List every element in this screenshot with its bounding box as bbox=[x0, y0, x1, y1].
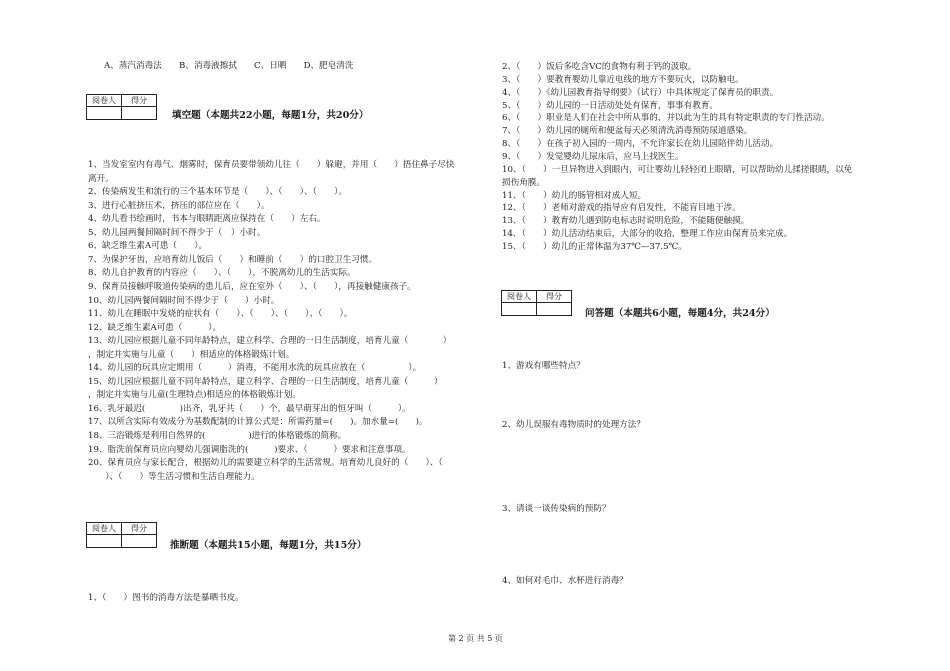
score-label-grader: 阅卷人 bbox=[87, 523, 122, 535]
fill-question-line: 11、幼儿在睡眠中发烧的症状有（ ）、（ ）、（ ）、（ ）。 bbox=[88, 309, 353, 320]
fill-question-line: 13、幼儿园应根据儿童不同年龄特点，建立科学、合理的一日生活制度，培育儿童（ ） bbox=[88, 336, 452, 347]
fill-question-line: 7、为保护牙齿，应培育幼儿饭后（ ）和睡前（ ）的口腔卫生习惯。 bbox=[88, 254, 378, 265]
fill-question-line: 6、缺乏维生素A可患（ ）。 bbox=[88, 241, 208, 252]
judge-question-line: 损伤角膜。 bbox=[502, 177, 545, 188]
judge-question-line: 3、（ ）要教育婴幼儿靠近电线的地方不要玩火，以防触电。 bbox=[502, 74, 744, 85]
judge-question-line: 9、（ ）发觉婴幼儿尿床后，应马上找医生。 bbox=[502, 151, 684, 162]
fill-question-line: 20、保育员应与家长配合，根据幼儿的需要建立科学的生活常规。培育幼儿良好的（ ）、（ bbox=[88, 458, 443, 469]
judge-question-line: 6、（ ）职业是人们在社会中所从事的，并以此为生的具有特定职责的专门性活动。 bbox=[502, 113, 830, 124]
fill-question-line: ，制定并实施与儿童(生理特点)相适应的体格锻炼计划。 bbox=[88, 390, 301, 401]
fill-question-line: 3、进行心脏挤压术，挤压的部位应在（ ）。 bbox=[88, 200, 270, 211]
judge-question-line: 13、（ ）教育幼儿遇到防电标志时说明危险，不能随便触摸。 bbox=[502, 216, 750, 227]
score-label-grader: 阅卷人 bbox=[87, 95, 122, 107]
judge-question-line: 8、（ ）在孩子初入园的一周内，不允许家长在幼儿园陪伴幼儿活动。 bbox=[502, 139, 779, 150]
qa-question: 4、如何对毛巾、水杯进行消毒？ bbox=[502, 576, 628, 586]
fill-question-line: 9、保育员接触呼吸道传染病的患儿后，应在室外（ ）、（ ），再接触健康孩子。 bbox=[88, 281, 416, 292]
qa-question: 3、请谈一谈传染病的预防？ bbox=[502, 504, 611, 514]
score-label-score: 得分 bbox=[537, 291, 572, 303]
judge-question-line: 10、（ ）一旦异物进入到眼内，可让婴幼儿轻轻闭上眼睛，可以帮助幼儿揉搓眼睛，以免 bbox=[502, 164, 853, 175]
fill-question-line: 8、幼儿自护教育的内容应（ ）、（ ），不脱离幼儿的生活实际。 bbox=[88, 268, 356, 279]
score-table-fill bbox=[86, 94, 157, 120]
judge-question-line: 15、（ ）幼儿的正常体温为37℃—37.5℃。 bbox=[502, 241, 687, 252]
section-title-qa: 问答题（本题共6小题，每题4分，共24分） bbox=[585, 308, 775, 319]
fill-question-line: 离开。 bbox=[88, 173, 114, 184]
fill-question-line: 12、缺乏维生素A可患（ ）。 bbox=[88, 322, 222, 333]
judge-question-line: 4、（ ）《幼儿园教育指导纲要》（试行）中具体规定了保育员的职责。 bbox=[502, 87, 779, 98]
score-table-judge bbox=[86, 522, 157, 548]
judge-question-line: 1、（ ）图书的消毒方法是暴晒书皮。 bbox=[88, 593, 244, 603]
judge-question-line: 12、（ ）老师对游戏的指导应有启发性，不能盲目地干涉。 bbox=[502, 203, 741, 214]
fill-question-line: 19、脂洗前保育员应向婴幼儿强调脂洗的( )要求、（ ）要求和注意事项。 bbox=[88, 444, 411, 455]
score-label-grader: 阅卷人 bbox=[502, 291, 537, 303]
score-label-score: 得分 bbox=[122, 523, 157, 535]
score-label-score: 得分 bbox=[122, 95, 157, 107]
fill-question-line: 15、幼儿园应根据儿童不同年龄特点，建立科学、合理的一日生活制度，培育儿童（ ） bbox=[88, 376, 443, 387]
page-footer: 第 2 页 共 5 页 bbox=[448, 634, 503, 643]
fill-question-line: 1、当发室室内有毒气、烟雾时，保育员要带领幼儿往（ ）躲避，并用（ ）捂住鼻子尽快 bbox=[88, 160, 455, 170]
judge-question-line: 11、（ ）幼儿的肠管相对成人短。 bbox=[502, 190, 647, 201]
section-title-fill: 填空题（本题共22小题，每题1分，共20分） bbox=[172, 110, 369, 121]
fill-question-line: 5、幼儿园两餐间隔时间不得少于（ ）小时。 bbox=[88, 227, 266, 238]
fill-question-line: 4、幼儿看书绘画时，书本与眼睛距离应保持在（ ）左右。 bbox=[88, 214, 326, 225]
fill-question-line: 2、传染病发生和流行的三个基本环节是（ ）、（ ）、（ ）。 bbox=[88, 187, 347, 198]
judge-question-line: 5、（ ）幼儿园的一日活动处处有保育，事事有教育。 bbox=[502, 100, 719, 111]
fill-question-line: 16、乳牙最迟( )出齐，乳牙共（ ）个，最早萌芽出的恒牙叫（ ）。 bbox=[88, 403, 411, 414]
qa-question: 1、游戏有哪些特点？ bbox=[502, 361, 585, 371]
fill-question-line: 10、幼儿园两餐间隔时间不得少于（ ）小时。 bbox=[88, 295, 280, 306]
fill-question-line: ）、（ ）等生活习惯和生活自理能力。 bbox=[88, 471, 260, 482]
top-options: A、蒸汽消毒法 B、消毒液擦拭 C、日晒 D、肥皂清洗 bbox=[104, 61, 354, 71]
fill-question-line: 18、三浴锻炼是利用自然界的( )进行的体格锻炼的简称。 bbox=[88, 431, 347, 441]
fill-question-line: 17、以所含实际有效成分为基数配制的计算公式是：所需药量=( )。加水量=( )。 bbox=[88, 417, 428, 428]
score-table-qa bbox=[501, 290, 572, 316]
qa-question: 2、幼儿误服有毒物质时的处理方法？ bbox=[502, 420, 645, 430]
judge-question-line: 2、（ ）饭后多吃含VC的食物有利于钙的汲取。 bbox=[502, 62, 697, 72]
fill-question-line: 14、幼儿园的玩具应定期用（ ）消毒，不能用水洗的玩具应放在（ ）。 bbox=[88, 363, 422, 374]
judge-question-line: 7、（ ）幼儿园的厕所和便盆每天必须清洗消毒预防尿道感染。 bbox=[502, 126, 753, 137]
fill-question-line: ，制定并实施与儿童（ ）相适应的体格锻炼计划。 bbox=[88, 349, 295, 360]
judge-question-line: 14、（ ）幼儿活动结束后，大部分的收拾，整理工作应由保育员来完成。 bbox=[502, 229, 793, 240]
section-title-judge: 推断题（本题共15小题，每题1分，共15分） bbox=[170, 540, 367, 551]
